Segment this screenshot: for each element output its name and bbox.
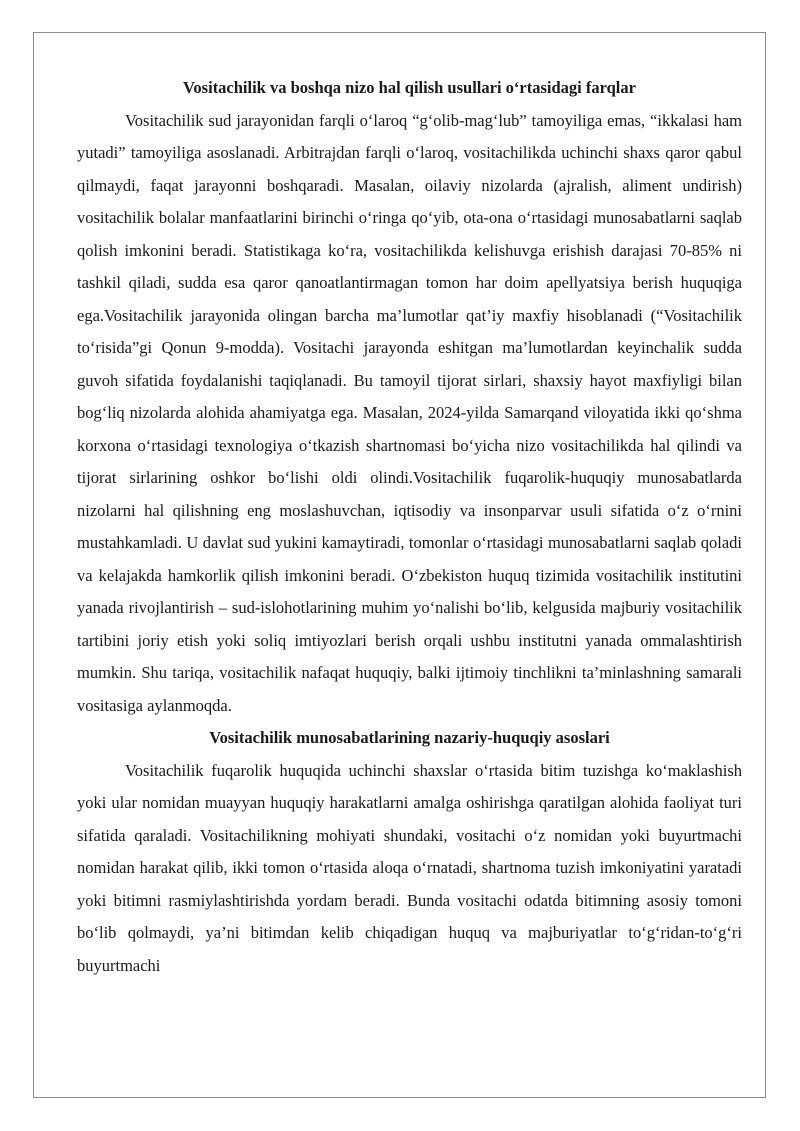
paragraph-differences: Vositachilik sud jarayonidan farqli o‘laroq “g‘olib-mag‘lub” tamoyiliga emas, “ikkalasi ham yutadi” tamoyiliga asoslanadi. Arbitrajdan farqli o‘laroq, vositachilikda uchinchi shaxs qaror qabul qilmaydi, faqat jarayonni boshqaradi. Masalan, oilaviy nizolarda (ajralish, aliment undirish) vositachilik bolalar manfaatlarini birinchi o‘ringa qo‘yib, ota-ona o‘rtasidagi munosabatlarni saqlab qolish imkonini beradi. Statistikaga ko‘ra, vositachilikda kelishuvga erishish darajasi 70-85% ni tashkil qiladi, sudda esa qaror qanoatlantirmagan tomon har doim apellyatsiya berish huquqiga ega.Vositachilik jarayonida olingan barcha ma’lumotlar qat’iy maxfiy hisoblanadi (“Vositachilik to‘risida”gi Qonun 9-modda). Vositachi jarayonda eshitgan ma’lumotlardan keyinchalik sudda guvoh sifatida foydalanishi taqiqlanadi. Bu tamoyil tijorat sirlari, shaxsiy hayot maxfiyligi bilan bog‘liq nizolarda alohida ahamiyatga ega. Masalan, 2024-yilda Samarqand viloyatida ikki qo‘shma korxona o‘rtasidagi texnologiya o‘tkazish shartnomasi bo‘yicha nizo vositachilikda hal qilindi va tijorat sirlarining oshkor bo‘lishi oldi olindi.Vositachilik fuqarolik-huquqiy munosabatlarda nizolarni hal qilishning eng moslashuvchan, iqtisodiy va insonparvar usuli sifatida o‘z o‘rnini mustahkamladi. U davlat sud yukini kamaytiradi, tomonlar o‘rtasidagi munosabatlarni saqlab qoladi va kelajakda hamkorlik qilish imkonini beradi. O‘zbekiston huquq tizimida vositachilik institutini yanada rivojlantirish – sud-islohotlarining muhim yo‘nalishi bo‘lib, kelgusida majburiy vositachilik tartibini joriy etish yoki soliq imtiyozlari berish orqali ushbu institutni yanada ommalashtirish mumkin. Shu tariqa, vositachilik nafaqat huquqiy, balki ijtimoiy tinchlikni ta’minlashning samarali vositasiga aylanmoqda.: [77, 110, 742, 715]
document-body: [77, 72, 742, 982]
section-heading-foundations: Vositachilik munosabatlarining nazariy-huquqiy asoslari: [209, 728, 610, 747]
section-heading-differences: Vositachilik va boshqa nizo hal qilish usullari o‘rtasidagi farqlar: [183, 78, 636, 97]
paragraph-foundations: Vositachilik fuqarolik huquqida uchinchi shaxslar o‘rtasida bitim tuzishga ko‘maklashish yoki ular nomidan muayyan huquqiy harakatlarni amalga oshirishga qaratilgan alohida faoliyat turi sifatida qaraladi. Vositachilikning mohiyati shundaki, vositachi o‘z nomidan yoki buyurtmachi nomidan harakat qilib, ikki tomon o‘rtasida aloqa o‘rnatadi, shartnoma tuzish imkoniyatini yaratadi yoki bitimni rasmiylashtirishda yordam beradi. Bunda vositachi odatda bitimning asosiy tomoni bo‘lib qolmaydi, ya’ni bitimdan kelib chiqadigan huquq va majburiyatlar to‘g‘ridan-to‘g‘ri buyurtmachi: [77, 760, 742, 975]
